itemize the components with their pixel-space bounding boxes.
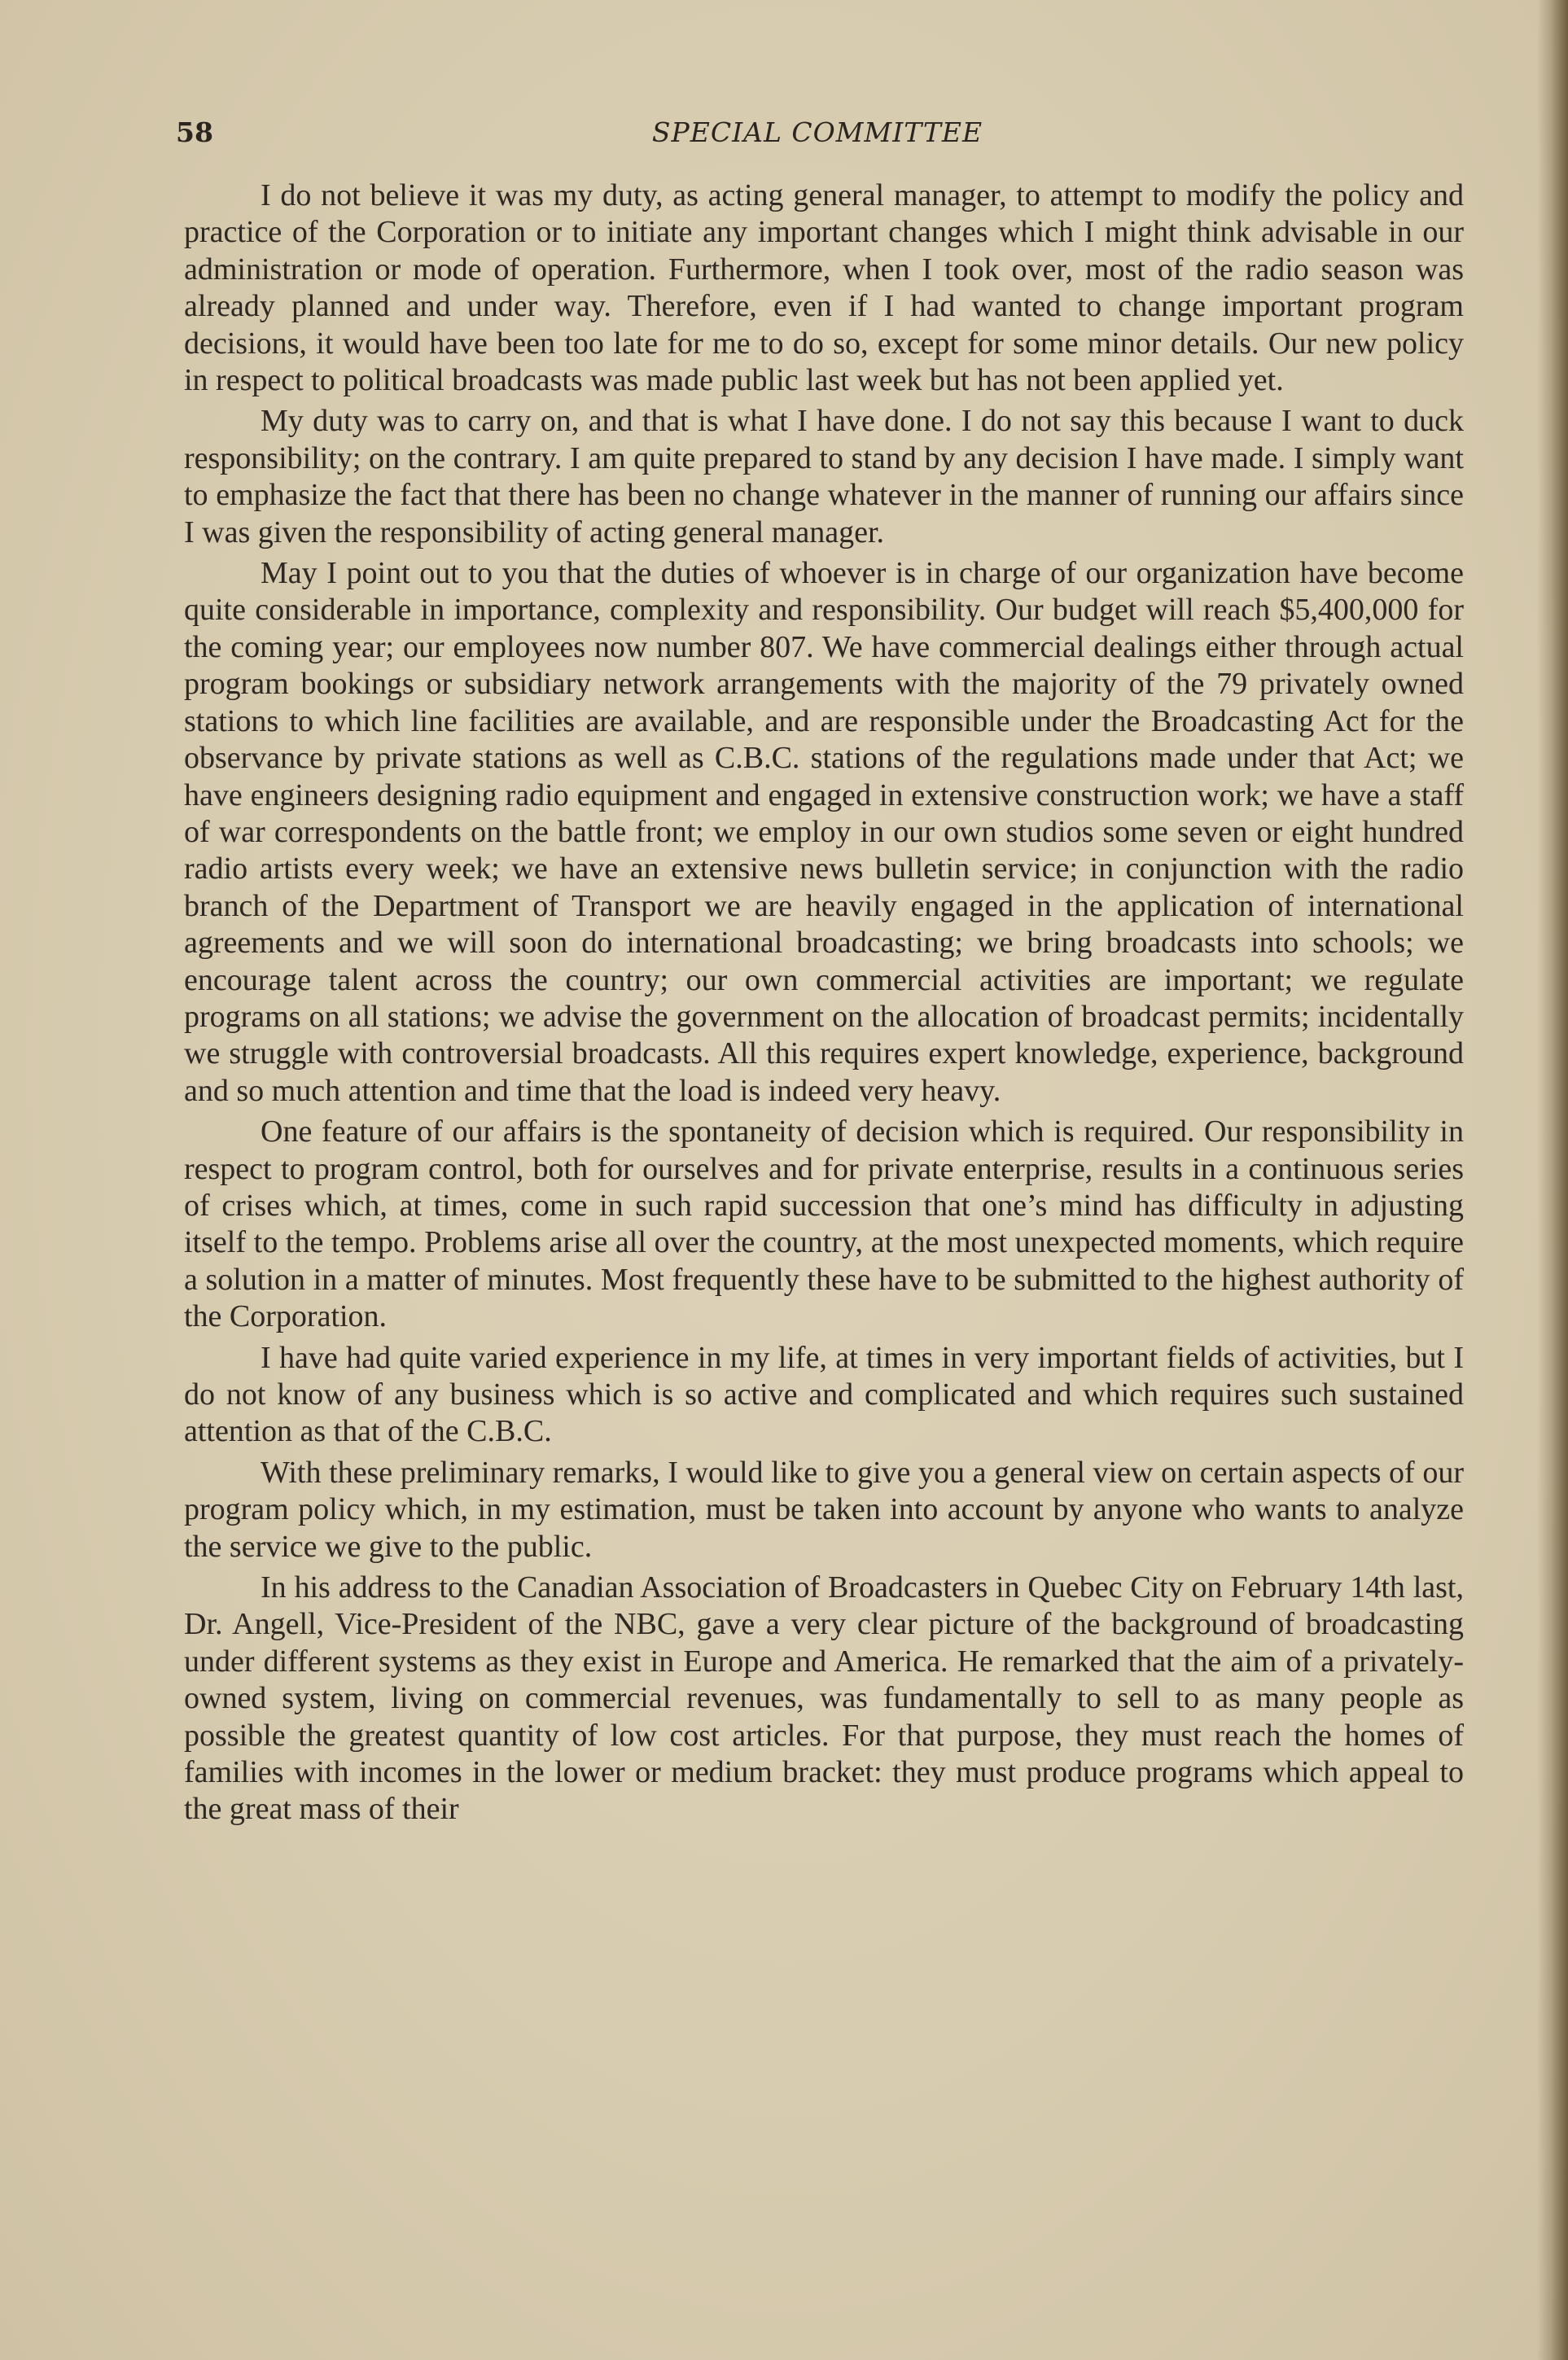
paragraph-2: My duty was to carry on, and that is what I have done. I do not say this because I want to duck responsibility; on the contrary. I am quite prepared to stand by any decision I have made. I simply want to emphasize the fact that there has been no change whatever in the manner of running our affairs since I was given the responsibility of acting general manager.: [184, 404, 1464, 549]
page-header: [176, 112, 1459, 153]
paragraph-1: I do not believe it was my duty, as acting general manager, to attempt to modify the policy and practice of the Corporation or to initiate any important changes which I might think advisable in our administration or mode of operation. Furthermore, when I took over, most of the radio season was already planned and under way. Therefore, even if I had wanted to change important program decisions, it would have been too late for me to do so, except for some minor details. Our new policy in respect to political broadcasts was made public last week but has not been applied yet.: [184, 178, 1464, 398]
body-text: [184, 177, 1464, 1832]
paragraph-3: May I point out to you that the duties of whoever is in charge of our organization have become quite considerable in importance, complexity and responsibility. Our budget will reach $5,400,000 for the coming year; our employees now number 807. We have commercial dealings either through actual program bookings or subsidiary network arrangements with the majority of the 79 privately owned stations to which line facilities are available, and are responsible under the Broadcasting Act for the observance by private stations as well as C.B.C. stations of the regulations made under that Act; we have engineers designing radio equipment and engaged in extensive construction work; we have a staff of war correspondents on the battle front; we employ in our own studios some seven or eight hundred radio artists every week; we have an extensive news bulletin service; in conjunction with the radio branch of the Department of Transport we are heavily engaged in the application of international agreements and we will soon do international broadcasting; we bring broadcasts into schools; we encourage talent across the country; our own commercial activities are important; we regulate programs on all stations; we advise the government on the allocation of broadcast permits; incidentally we struggle with controversial broadcasts. All this requires expert knowledge, experience, background and so much attention and time that the load is indeed very heavy.: [184, 556, 1464, 1108]
paragraph-5: I have had quite varied experience in my life, at times in very important fields of activities, but I do not know of any business which is so active and complicated and which requires such sustained attention as that of the C.B.C.: [184, 1340, 1464, 1449]
page-number: 58: [176, 116, 213, 148]
paragraph-7: In his address to the Canadian Association of Broadcasters in Quebec City on February 14th last, Dr. Angell, Vice-President of the NBC, gave a very clear picture of the background of broadcasting under different systems as they exist in Europe and America. He remarked that the aim of a privately-owned system, living on commercial revenues, was fundamentally to sell to as many people as possible the greatest quantity of low cost articles. For that purpose, they must reach the homes of families with incomes in the lower or medium bracket: they must produce programs which appeal to the great mass of their: [184, 1570, 1464, 1827]
paragraph-6: With these preliminary remarks, I would like to give you a general view on certain aspects of our program policy which, in my estimation, must be taken into account by anyone who wants to analyze the service we give to the public.: [184, 1455, 1464, 1564]
running-head: SPECIAL COMMITTEE: [651, 116, 983, 148]
paragraph-4: One feature of our affairs is the spontaneity of decision which is required. Our responsibility in respect to program control, both for ourselves and for private enterprise, results in a continuous series of crises which, at times, come in such rapid succession that one’s mind has difficulty in adjusting itself to the tempo. Problems arise all over the country, at the most unexpected moments, which require a solution in a matter of minutes. Most frequently these have to be submitted to the highest authority of the Corporation.: [184, 1114, 1464, 1334]
page-edge-shadow: [1537, 0, 1568, 2360]
